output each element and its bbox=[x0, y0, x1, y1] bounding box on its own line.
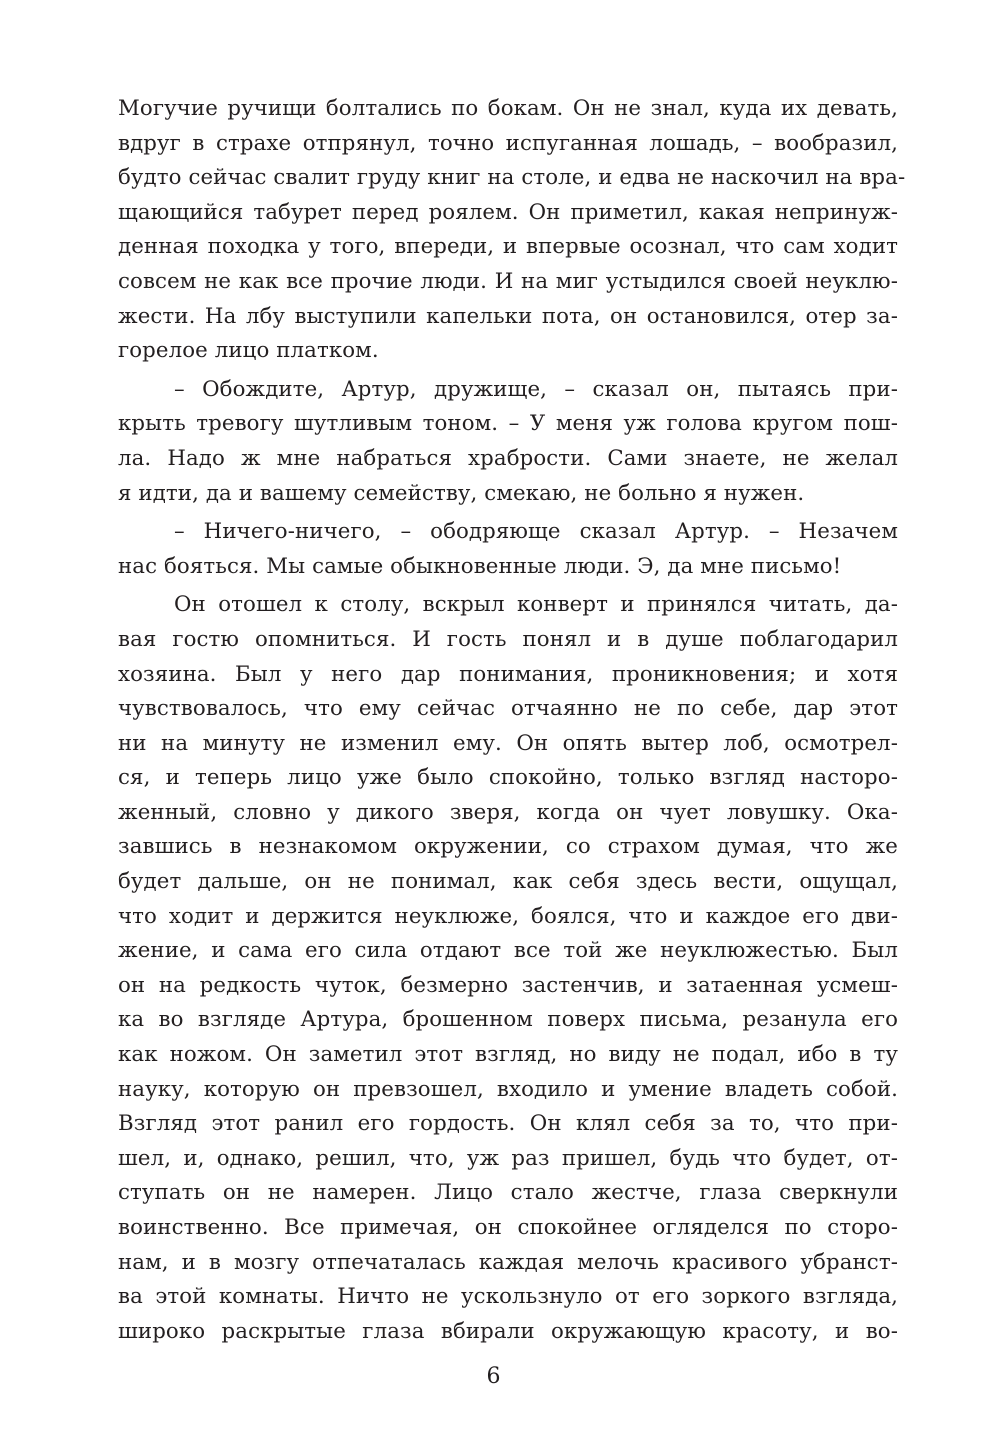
text-line: Взгляд этот ранил его гордость. Он клял себя за то, что при- bbox=[118, 1111, 898, 1137]
text-line: крыть тревогу шутливым тоном. – У меня уж голова кругом пош- bbox=[118, 411, 898, 437]
text-line: жести. На лбу выступили капельки пота, он остановился, отер за- bbox=[118, 303, 898, 329]
text-line: совсем не как все прочие люди. И на миг устыдился своей неуклю- bbox=[118, 268, 898, 294]
paragraph-1 bbox=[118, 92, 906, 369]
text-line: я идти, да и вашему семейству, смекаю, не больно я нужен. bbox=[118, 480, 805, 506]
text-line: ни на минуту не изменил ему. Он опять вытер лоб, осмотрел- bbox=[118, 730, 898, 756]
paragraph-2 bbox=[118, 373, 898, 511]
text-line: жение, и сама его сила отдают все той же неуклюжестью. Был bbox=[118, 938, 898, 964]
text-line: – Обождите, Артур, дружище, – сказал он, пытаясь при- bbox=[174, 376, 898, 402]
text-line: будто сейчас свалит груду книг на столе, и едва не наскочил на вра- bbox=[118, 165, 906, 191]
text-line: шел, и, однако, решил, что, уж раз пришел, будь что будет, от- bbox=[118, 1145, 898, 1171]
text-line: воинственно. Все примечая, он спокойнее огляделся по сторо- bbox=[118, 1215, 898, 1240]
text-line: женный, словно у дикого зверя, когда он чует ловушку. Ока- bbox=[118, 799, 898, 825]
text-line: Могучие ручищи болтались по бокам. Он не знал, куда их девать, bbox=[118, 96, 898, 121]
text-line: науку, которую он превзошел, входило и умение владеть собой. bbox=[118, 1076, 898, 1102]
text-line: ва этой комнаты. Ничто не ускользнуло от его зоркого взгляда, bbox=[118, 1284, 898, 1310]
paragraph-3 bbox=[118, 515, 898, 584]
text-line: щающийся табурет перед роялем. Он приметил, какая непринуж- bbox=[118, 199, 898, 225]
text-line: ла. Надо ж мне набраться храбрости. Сами знаете, не желал bbox=[118, 445, 898, 471]
text-line: – Ничего-ничего, – ободряюще сказал Артур. – Незачем bbox=[174, 519, 898, 545]
text-line: он на редкость чуток, безмерно застенчив, и затаенная усмеш- bbox=[118, 972, 898, 998]
text-line: широко раскрытые глаза вбирали окружающую красоту, и во- bbox=[118, 1318, 898, 1344]
text-line: ступать он не намерен. Лицо стало жестче, глаза сверкнули bbox=[118, 1180, 898, 1206]
text-line: денная походка у того, впереди, и впервые осознал, что сам ходит bbox=[118, 234, 898, 260]
text-line: вая гостю опомниться. И гость понял и в душе поблагодарил bbox=[118, 626, 898, 652]
text-line: нам, и в мозгу отпечаталась каждая мелочь красивого убранст- bbox=[118, 1249, 898, 1275]
text-line: как ножом. Он заметил этот взгляд, но виду не подал, ибо в ту bbox=[118, 1042, 898, 1068]
text-line: будет дальше, он не понимал, как себя здесь вести, ощущал, bbox=[118, 869, 898, 895]
text-line: горелое лицо платком. bbox=[118, 338, 379, 364]
text-line: вдруг в страхе отпрянул, точно испуганная лошадь, – вообразил, bbox=[118, 130, 898, 156]
page-number: 6 bbox=[486, 1364, 501, 1389]
text-line: ся, и теперь лицо уже было спокойно, только взгляд насторо- bbox=[118, 765, 898, 791]
text-line: хозяина. Был у него дар понимания, проникновения; и хотя bbox=[118, 661, 898, 687]
text-line: завшись в незнакомом окружении, со страхом думая, что же bbox=[118, 834, 898, 860]
page-text bbox=[118, 92, 906, 1349]
text-line: чувствовалось, что ему сейчас отчаянно не по себе, дар этот bbox=[118, 696, 898, 722]
paragraph-4 bbox=[118, 588, 898, 1349]
text-line: Он отошел к столу, вскрыл конверт и принялся читать, да- bbox=[174, 592, 898, 618]
text-line: что ходит и держится неуклюже, боялся, что и каждое его дви- bbox=[118, 903, 898, 929]
text-line: ка во взгляде Артура, брошенном поверх письма, резанула его bbox=[118, 1007, 898, 1033]
text-line: нас бояться. Мы самые обыкновенные люди. Э, да мне письмо! bbox=[118, 553, 842, 579]
